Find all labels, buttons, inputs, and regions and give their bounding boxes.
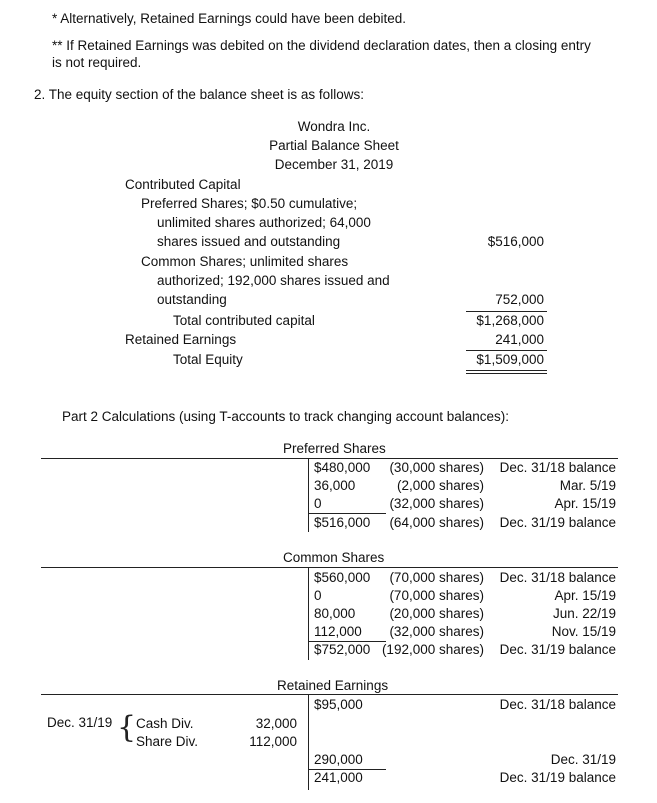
total-contributed-label: Total contributed capital (173, 313, 315, 328)
common-entry-note: Dec. 31/19 balance (499, 642, 616, 657)
common-shares-count: (32,000 shares) (389, 624, 484, 639)
subtotal-rule (466, 311, 547, 312)
common-entry-note: Nov. 15/19 (551, 624, 616, 639)
preferred-amount: 36,000 (314, 478, 356, 493)
common-shares-count: (70,000 shares) (389, 570, 484, 585)
share-dividend-label: Share Div. (136, 734, 199, 749)
footnote-2-line-2: is not required. (52, 55, 142, 70)
preferred-account-title: Preferred Shares (283, 441, 386, 456)
double-rule-bottom (466, 373, 547, 374)
preferred-shares-count: (30,000 shares) (389, 460, 484, 475)
retained-account-divider (308, 694, 309, 790)
common-shares-line-3: outstanding (157, 292, 227, 307)
preferred-shares-line-2: unlimited shares authorized; 64,000 (157, 215, 371, 230)
retained-earnings-label: Retained Earnings (125, 332, 237, 347)
retained-ending-note: Dec. 31/19 balance (499, 770, 616, 785)
preferred-entry-note: Apr. 15/19 (554, 496, 616, 511)
common-amount: $752,000 (314, 642, 371, 657)
retained-opening-amount: $95,000 (314, 697, 363, 712)
common-entry-note: Dec. 31/18 balance (499, 570, 616, 585)
common-account-top-rule (41, 567, 618, 568)
common-amount: 80,000 (314, 606, 356, 621)
double-rule-top (466, 370, 547, 371)
preferred-shares-count: (64,000 shares) (389, 515, 484, 530)
common-entry-note: Apr. 15/19 (554, 588, 616, 603)
contributed-capital-label: Contributed Capital (125, 177, 241, 192)
footnote-2-line-1: ** If Retained Earnings was debited on the dividend declaration dates, then a closing entry (52, 38, 591, 53)
common-shares-line-1: Common Shares; unlimited shares (141, 254, 349, 269)
retained-ending-amount: 241,000 (314, 770, 363, 785)
retained-earnings-amount: 241,000 (495, 332, 544, 347)
common-amount: 112,000 (314, 624, 362, 639)
company-name: Wondra Inc. (297, 119, 371, 134)
retained-account-title: Retained Earnings (277, 678, 389, 693)
total-equity-label: Total Equity (173, 352, 243, 367)
retained-closing-amount: 290,000 (314, 752, 363, 767)
share-dividend-amount: 112,000 (249, 734, 297, 749)
common-shares-amount: 752,000 (495, 292, 544, 307)
common-account-title: Common Shares (283, 550, 385, 565)
preferred-account-top-rule (41, 458, 618, 459)
left-brace-icon: { (117, 710, 137, 745)
preferred-shares-count: (2,000 shares) (396, 478, 484, 493)
preferred-amount: $480,000 (314, 460, 371, 475)
common-shares-count: (192,000 shares) (381, 642, 484, 657)
common-account-divider (308, 567, 309, 660)
common-amount: 0 (314, 588, 322, 603)
common-shares-line-2: authorized; 192,000 shares issued and (157, 273, 390, 288)
common-shares-count: (70,000 shares) (389, 588, 484, 603)
common-shares-count: (20,000 shares) (389, 606, 484, 621)
cash-dividend-label: Cash Div. (136, 716, 194, 731)
retained-closing-note: Dec. 31/19 (550, 752, 616, 767)
preferred-entry-note: Mar. 5/19 (559, 478, 616, 493)
total-equity-amount: $1,509,000 (476, 352, 544, 367)
preferred-shares-line-1: Preferred Shares; $0.50 cumulative; (141, 196, 358, 211)
preferred-entry-note: Dec. 31/18 balance (499, 460, 616, 475)
footnote-1: * Alternatively, Retained Earnings could have been debited. (52, 11, 406, 26)
retained-account-top-rule (41, 694, 618, 695)
total-contributed-amount: $1,268,000 (476, 313, 544, 328)
preferred-shares-count: (32,000 shares) (389, 496, 484, 511)
retained-opening-note: Dec. 31/18 balance (499, 697, 616, 712)
preferred-amount: 0 (314, 496, 322, 511)
preferred-shares-amount: $516,000 (487, 234, 544, 249)
common-entry-note: Jun. 22/19 (552, 606, 616, 621)
dividend-entry-date: Dec. 31/19 (47, 715, 113, 730)
preferred-amount: $516,000 (314, 515, 371, 530)
preferred-shares-line-3: shares issued and outstanding (157, 234, 341, 249)
preferred-entry-note: Dec. 31/19 balance (499, 515, 616, 530)
preferred-balance-rule (308, 513, 386, 514)
common-amount: $560,000 (314, 570, 371, 585)
statement-title: Partial Balance Sheet (269, 138, 399, 153)
cash-dividend-amount: 32,000 (255, 716, 297, 731)
preferred-account-divider (308, 458, 309, 532)
statement-date: December 31, 2019 (274, 157, 394, 172)
total-rule (466, 350, 547, 351)
item-2-heading: 2. The equity section of the balance sheet is as follows: (34, 87, 364, 102)
part-2-heading: Part 2 Calculations (using T-accounts to track changing account balances): (62, 409, 509, 424)
